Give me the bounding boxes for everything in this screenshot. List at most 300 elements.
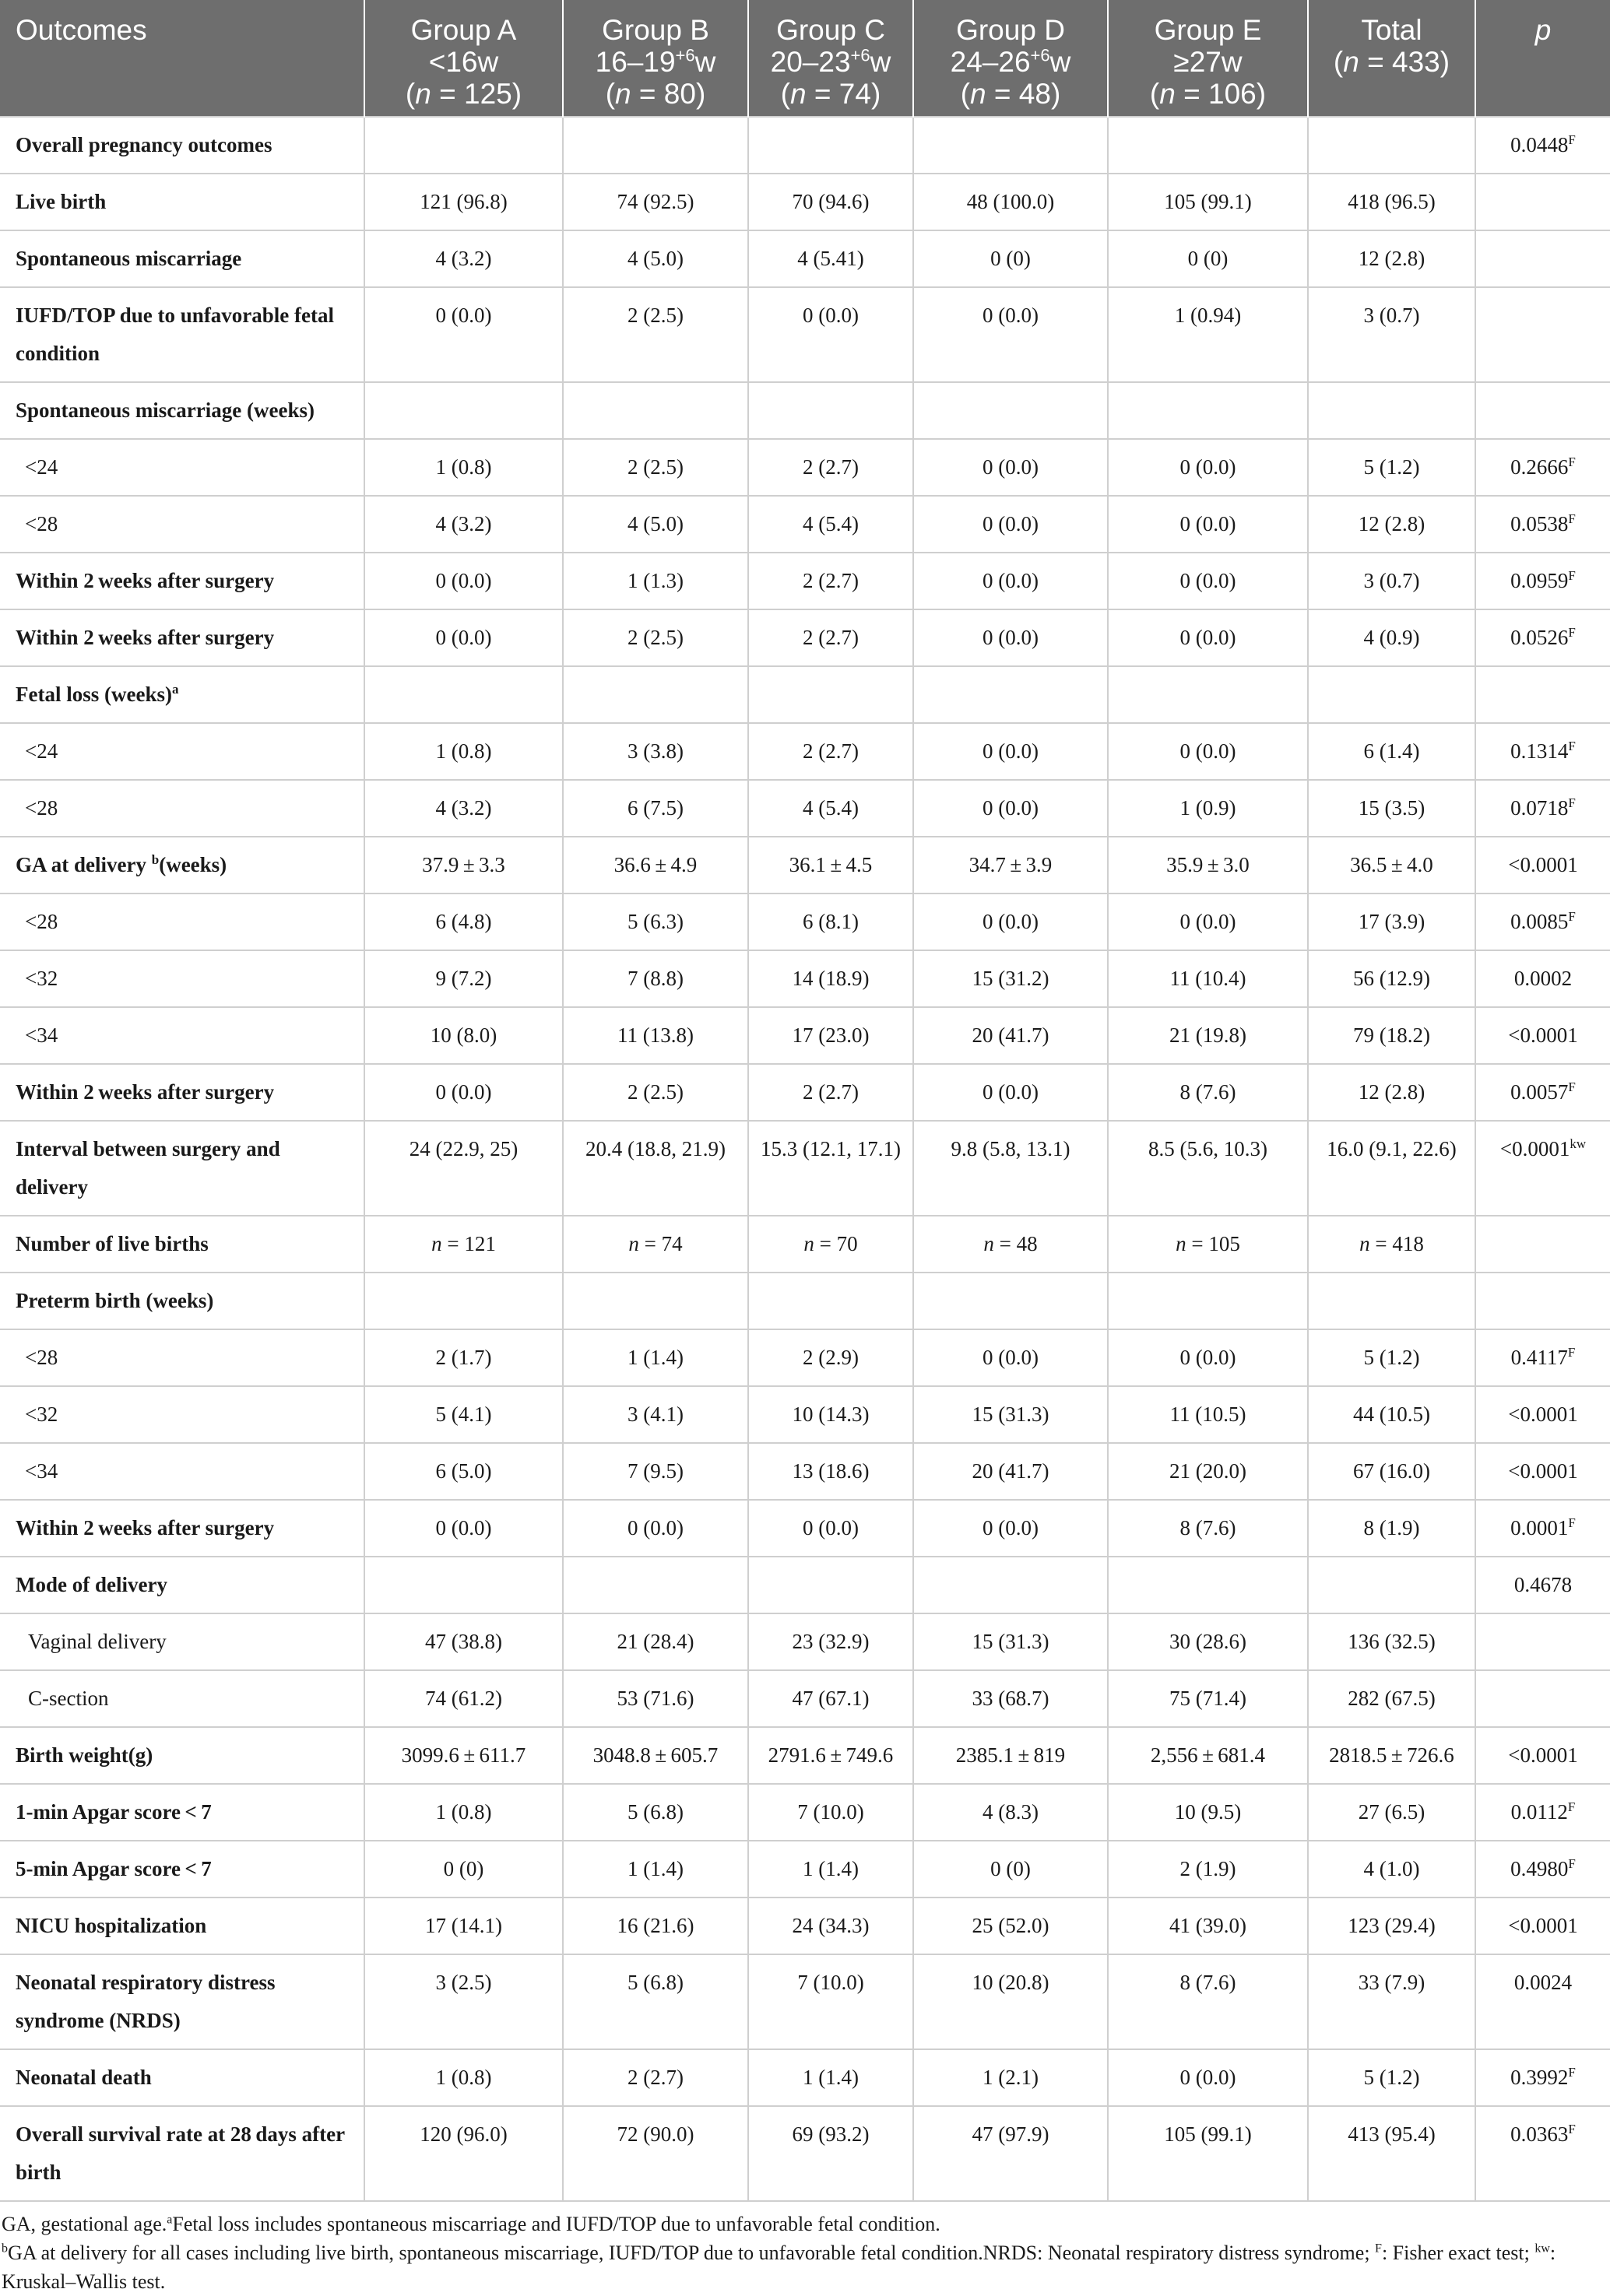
cell-value: 20 (41.7) [913, 1443, 1108, 1500]
cell-value [913, 117, 1108, 174]
p-value: <0.0001 [1475, 1727, 1610, 1784]
table-row [0, 496, 1610, 553]
p-value [1475, 666, 1610, 723]
cell-value [1108, 666, 1308, 723]
table-row [0, 1007, 1610, 1064]
cell-value [364, 1557, 563, 1613]
p-value [1475, 1613, 1610, 1670]
p-value: 0.0002 [1475, 950, 1610, 1007]
cell-value [1108, 382, 1308, 439]
p-value: <0.0001 [1475, 837, 1610, 893]
header-group-b: Group B $16-19^{+6}w$ (n = 80) [563, 0, 748, 117]
row-label: Vaginal delivery [0, 1613, 364, 1670]
cell-value: 16.0 (9.1, 22.6) [1308, 1121, 1475, 1216]
p-value [1475, 1273, 1610, 1329]
cell-value: 0 (0.0) [913, 1064, 1108, 1121]
cell-value: 11 (13.8) [563, 1007, 748, 1064]
row-label: Interval between surgery and delivery [0, 1121, 364, 1216]
cell-value: 3 (0.7) [1308, 553, 1475, 609]
row-label: <28 [0, 893, 364, 950]
cell-value: 2 (2.5) [563, 1064, 748, 1121]
cell-value: 0 (0.0) [1108, 893, 1308, 950]
cell-value [748, 117, 913, 174]
cell-value: 4 (3.2) [364, 496, 563, 553]
table-row [0, 950, 1610, 1007]
p-value: $<0.0001^{kw}$ [1475, 1121, 1610, 1216]
cell-value: 1 (1.4) [748, 1841, 913, 1898]
table-row [0, 609, 1610, 666]
cell-value: 5 (1.2) [1308, 439, 1475, 496]
row-label: Number of live births [0, 1216, 364, 1273]
table-body [0, 117, 1610, 2201]
cell-value: 37.9 ± 3.3 [364, 837, 563, 893]
cell-value: 3 (4.1) [563, 1386, 748, 1443]
cell-value: 0 (0) [913, 230, 1108, 287]
cell-value [563, 117, 748, 174]
row-label: Live birth [0, 174, 364, 230]
cell-value: 0 (0.0) [748, 1500, 913, 1557]
cell-value: 418 (96.5) [1308, 174, 1475, 230]
cell-value: 2791.6 ± 749.6 [748, 1727, 913, 1784]
p-value: <0.0001 [1475, 1443, 1610, 1500]
table-row [0, 1841, 1610, 1898]
cell-value: 2 (2.7) [748, 723, 913, 780]
row-label: 5-min Apgar score < 7 [0, 1841, 364, 1898]
cell-value: 1 (1.4) [748, 2049, 913, 2106]
cell-value: 17 (23.0) [748, 1007, 913, 1064]
table-row [0, 117, 1610, 174]
row-label: Within 2 weeks after surgery [0, 553, 364, 609]
p-value [1475, 382, 1610, 439]
cell-value: 0 (0.0) [563, 1500, 748, 1557]
cell-value: 0 (0.0) [913, 553, 1108, 609]
cell-value [1108, 117, 1308, 174]
header-outcomes: Outcomes [0, 0, 364, 117]
cell-value: 0 (0.0) [364, 1500, 563, 1557]
cell-value: 14 (18.9) [748, 950, 913, 1007]
cell-value: 1 (0.8) [364, 2049, 563, 2106]
cell-value: 4 (3.2) [364, 230, 563, 287]
p-value: $0.0959^F$ [1475, 553, 1610, 609]
cell-value [913, 666, 1108, 723]
cell-value: 20.4 (18.8, 21.9) [563, 1121, 748, 1216]
cell-value [563, 1557, 748, 1613]
cell-value: 0 (0.0) [913, 893, 1108, 950]
p-value: 0.0024 [1475, 1954, 1610, 2049]
cell-value: 3099.6 ± 611.7 [364, 1727, 563, 1784]
cell-value: 36.5 ± 4.0 [1308, 837, 1475, 893]
cell-value: 1 (0.8) [364, 1784, 563, 1841]
cell-value: 13 (18.6) [748, 1443, 913, 1500]
cell-value: 17 (3.9) [1308, 893, 1475, 950]
cell-value: 6 (8.1) [748, 893, 913, 950]
cell-value: 5 (6.8) [563, 1954, 748, 2049]
p-value: $0.0526^F$ [1475, 609, 1610, 666]
cell-value: n = 48 [913, 1216, 1108, 1273]
p-value: $0.0112^F$ [1475, 1784, 1610, 1841]
row-label: Preterm birth (weeks) [0, 1273, 364, 1329]
table-row [0, 893, 1610, 950]
cell-value: 0 (0.0) [1108, 2049, 1308, 2106]
table-row [0, 780, 1610, 837]
cell-value: 15.3 (12.1, 17.1) [748, 1121, 913, 1216]
p-value [1475, 287, 1610, 382]
cell-value: 1 (2.1) [913, 2049, 1108, 2106]
cell-value: 21 (20.0) [1108, 1443, 1308, 1500]
cell-value [748, 1273, 913, 1329]
cell-value: 7 (8.8) [563, 950, 748, 1007]
cell-value: 5 (1.2) [1308, 1329, 1475, 1386]
row-label: Within 2 weeks after surgery [0, 609, 364, 666]
cell-value: 47 (67.1) [748, 1670, 913, 1727]
table-row [0, 1216, 1610, 1273]
cell-value: 44 (10.5) [1308, 1386, 1475, 1443]
cell-value: 24 (22.9, 25) [364, 1121, 563, 1216]
cell-value: 123 (29.4) [1308, 1898, 1475, 1954]
cell-value: 9.8 (5.8, 13.1) [913, 1121, 1108, 1216]
cell-value: 41 (39.0) [1108, 1898, 1308, 1954]
footnote-line-2: $^b$GA at delivery for all cases including live birth, spontaneous miscarriage, IUFD/TOP due to unfavorable fetal condition.NRDS: Neonatal respiratory distress syndrome; $^F$: Fisher exact test; $^{kw}$: Kruskal–Wallis test. [2, 2242, 1556, 2293]
cell-value: 12 (2.8) [1308, 1064, 1475, 1121]
row-label: Neonatal death [0, 2049, 364, 2106]
p-value: $0.2666^F$ [1475, 439, 1610, 496]
row-label: Overall pregnancy outcomes [0, 117, 364, 174]
cell-value: 2 (2.5) [563, 439, 748, 496]
cell-value: 2 (2.5) [563, 287, 748, 382]
cell-value: 21 (19.8) [1108, 1007, 1308, 1064]
cell-value: 12 (2.8) [1308, 496, 1475, 553]
cell-value: 3 (3.8) [563, 723, 748, 780]
cell-value: 30 (28.6) [1108, 1613, 1308, 1670]
table-row [0, 837, 1610, 893]
table-row [0, 1443, 1610, 1500]
row-label: Within 2 weeks after surgery [0, 1064, 364, 1121]
cell-value: n = 74 [563, 1216, 748, 1273]
p-value: $0.0001^F$ [1475, 1500, 1610, 1557]
cell-value: n = 121 [364, 1216, 563, 1273]
cell-value: 0 (0) [1108, 230, 1308, 287]
cell-value: 69 (93.2) [748, 2106, 913, 2201]
cell-value [913, 382, 1108, 439]
cell-value: 21 (28.4) [563, 1613, 748, 1670]
table-row [0, 287, 1610, 382]
cell-value: 75 (71.4) [1108, 1670, 1308, 1727]
cell-value: 121 (96.8) [364, 174, 563, 230]
cell-value: n = 70 [748, 1216, 913, 1273]
table-row [0, 230, 1610, 287]
row-label: Spontaneous miscarriage (weeks) [0, 382, 364, 439]
cell-value: 36.1 ± 4.5 [748, 837, 913, 893]
cell-value: 0 (0) [913, 1841, 1108, 1898]
cell-value: 6 (5.0) [364, 1443, 563, 1500]
row-label: C-section [0, 1670, 364, 1727]
cell-value [748, 382, 913, 439]
table-row [0, 1898, 1610, 1954]
row-label: Within 2 weeks after surgery [0, 1500, 364, 1557]
cell-value: 4 (5.0) [563, 496, 748, 553]
cell-value: 34.7 ± 3.9 [913, 837, 1108, 893]
cell-value: 47 (38.8) [364, 1613, 563, 1670]
cell-value: 36.6 ± 4.9 [563, 837, 748, 893]
cell-value [748, 666, 913, 723]
cell-value: 23 (32.9) [748, 1613, 913, 1670]
cell-value: 0 (0.0) [913, 287, 1108, 382]
cell-value: 136 (32.5) [1308, 1613, 1475, 1670]
p-value [1475, 174, 1610, 230]
cell-value: 74 (61.2) [364, 1670, 563, 1727]
cell-value: 6 (1.4) [1308, 723, 1475, 780]
row-label: NICU hospitalization [0, 1898, 364, 1954]
cell-value: 282 (67.5) [1308, 1670, 1475, 1727]
table-row [0, 382, 1610, 439]
p-value: $0.0448^F$ [1475, 117, 1610, 174]
cell-value: 2 (2.5) [563, 609, 748, 666]
cell-value: 4 (3.2) [364, 780, 563, 837]
cell-value: 2 (2.7) [748, 1064, 913, 1121]
cell-value: 10 (8.0) [364, 1007, 563, 1064]
cell-value: 1 (1.4) [563, 1329, 748, 1386]
cell-value: 7 (10.0) [748, 1784, 913, 1841]
row-label: Spontaneous miscarriage [0, 230, 364, 287]
cell-value: 15 (31.2) [913, 950, 1108, 1007]
cell-value: 0 (0.0) [913, 1329, 1108, 1386]
p-value: <0.0001 [1475, 1386, 1610, 1443]
row-label: <32 [0, 1386, 364, 1443]
p-value: $0.0057^F$ [1475, 1064, 1610, 1121]
p-value: $0.3992^F$ [1475, 2049, 1610, 2106]
row-label: IUFD/TOP due to unfavorable fetal condition [0, 287, 364, 382]
cell-value: 0 (0.0) [913, 780, 1108, 837]
table-row [0, 723, 1610, 780]
cell-value: 2 (1.7) [364, 1329, 563, 1386]
cell-value: 6 (4.8) [364, 893, 563, 950]
cell-value: 0 (0.0) [364, 553, 563, 609]
cell-value: 10 (20.8) [913, 1954, 1108, 2049]
row-label: GA at delivery $^b$(weeks) [0, 837, 364, 893]
cell-value: 12 (2.8) [1308, 230, 1475, 287]
cell-value [1308, 382, 1475, 439]
p-value [1475, 1670, 1610, 1727]
cell-value: n = 105 [1108, 1216, 1308, 1273]
cell-value: 4 (5.4) [748, 496, 913, 553]
p-value: $0.0085^F$ [1475, 893, 1610, 950]
cell-value: 10 (14.3) [748, 1386, 913, 1443]
cell-value: 33 (7.9) [1308, 1954, 1475, 2049]
cell-value: 24 (34.3) [748, 1898, 913, 1954]
table-row [0, 1273, 1610, 1329]
table-row [0, 1329, 1610, 1386]
cell-value: 16 (21.6) [563, 1898, 748, 1954]
cell-value [364, 1273, 563, 1329]
table-row [0, 1386, 1610, 1443]
cell-value: 413 (95.4) [1308, 2106, 1475, 2201]
cell-value [364, 382, 563, 439]
cell-value: 10 (9.5) [1108, 1784, 1308, 1841]
cell-value: 0 (0.0) [1108, 553, 1308, 609]
table-row [0, 666, 1610, 723]
p-value [1475, 230, 1610, 287]
row-label: <24 [0, 439, 364, 496]
cell-value: 3048.8 ± 605.7 [563, 1727, 748, 1784]
cell-value: 4 (0.9) [1308, 609, 1475, 666]
cell-value: 0 (0.0) [1108, 439, 1308, 496]
cell-value [1108, 1557, 1308, 1613]
p-value: 0.4678 [1475, 1557, 1610, 1613]
cell-value: 15 (31.3) [913, 1386, 1108, 1443]
cell-value: 74 (92.5) [563, 174, 748, 230]
cell-value: 8 (7.6) [1108, 1954, 1308, 2049]
p-value: $0.4117^F$ [1475, 1329, 1610, 1386]
cell-value [748, 1557, 913, 1613]
cell-value: 2 (2.7) [748, 439, 913, 496]
cell-value: 2 (2.7) [748, 609, 913, 666]
cell-value: 4 (5.4) [748, 780, 913, 837]
row-label: 1-min Apgar score < 7 [0, 1784, 364, 1841]
header-group-d: Group D $24-26^{+6}w$ (n = 48) [913, 0, 1108, 117]
table-row [0, 1670, 1610, 1727]
p-value: $0.1314^F$ [1475, 723, 1610, 780]
row-label: <28 [0, 1329, 364, 1386]
cell-value: 2 (2.7) [563, 2049, 748, 2106]
cell-value: 11 (10.5) [1108, 1386, 1308, 1443]
cell-value: 2 (2.7) [748, 553, 913, 609]
table-row [0, 1557, 1610, 1613]
cell-value [563, 666, 748, 723]
cell-value: 2385.1 ± 819 [913, 1727, 1108, 1784]
cell-value: 33 (68.7) [913, 1670, 1108, 1727]
header-group-a: Group A <16w (n = 125) [364, 0, 563, 117]
cell-value: 11 (10.4) [1108, 950, 1308, 1007]
cell-value: 0 (0.0) [913, 496, 1108, 553]
cell-value: 1 (1.3) [563, 553, 748, 609]
row-label: Overall survival rate at 28 days after birth [0, 2106, 364, 2201]
table-row [0, 1784, 1610, 1841]
cell-value: 53 (71.6) [563, 1670, 748, 1727]
cell-value: 3 (2.5) [364, 1954, 563, 2049]
header-row [0, 0, 1610, 117]
cell-value [563, 1273, 748, 1329]
p-value [1475, 1216, 1610, 1273]
table-row [0, 553, 1610, 609]
row-label: Neonatal respiratory distress syndrome (NRDS) [0, 1954, 364, 2049]
cell-value: 0 (0.0) [1108, 1329, 1308, 1386]
table-row [0, 439, 1610, 496]
table-row [0, 1613, 1610, 1670]
cell-value: 1 (1.4) [563, 1841, 748, 1898]
cell-value: 2,556 ± 681.4 [1108, 1727, 1308, 1784]
table-row [0, 1500, 1610, 1557]
cell-value: 47 (97.9) [913, 2106, 1108, 2201]
cell-value: 0 (0.0) [364, 1064, 563, 1121]
cell-value: 48 (100.0) [913, 174, 1108, 230]
cell-value: 2 (1.9) [1108, 1841, 1308, 1898]
row-label: <32 [0, 950, 364, 1007]
cell-value: 105 (99.1) [1108, 2106, 1308, 2201]
table-footnotes [0, 2202, 1610, 2296]
cell-value [1308, 666, 1475, 723]
cell-value [1308, 1557, 1475, 1613]
cell-value: 0 (0.0) [1108, 609, 1308, 666]
cell-value: n = 418 [1308, 1216, 1475, 1273]
cell-value: 8 (7.6) [1108, 1064, 1308, 1121]
row-label: Birth weight(g) [0, 1727, 364, 1784]
cell-value: 0 (0) [364, 1841, 563, 1898]
cell-value: 8 (1.9) [1308, 1500, 1475, 1557]
cell-value: 1 (0.9) [1108, 780, 1308, 837]
cell-value: 4 (5.0) [563, 230, 748, 287]
cell-value: 20 (41.7) [913, 1007, 1108, 1064]
cell-value [364, 666, 563, 723]
cell-value [563, 382, 748, 439]
footnote-line-1: GA, gestational age.$^a$Fetal loss includes spontaneous miscarriage and IUFD/TOP due to unfavorable fetal condition. [2, 2213, 940, 2235]
table-row [0, 2049, 1610, 2106]
table-row [0, 2106, 1610, 2201]
cell-value: 0 (0.0) [364, 287, 563, 382]
row-label: Fetal loss (weeks)$^a$ [0, 666, 364, 723]
cell-value: 1 (0.8) [364, 723, 563, 780]
cell-value: 0 (0.0) [1108, 496, 1308, 553]
cell-value: 4 (8.3) [913, 1784, 1108, 1841]
cell-value: 0 (0.0) [913, 609, 1108, 666]
table-row [0, 1064, 1610, 1121]
cell-value: 5 (6.3) [563, 893, 748, 950]
cell-value: 9 (7.2) [364, 950, 563, 1007]
cell-value: 35.9 ± 3.0 [1108, 837, 1308, 893]
cell-value: 4 (1.0) [1308, 1841, 1475, 1898]
cell-value: 1 (0.8) [364, 439, 563, 496]
cell-value: 105 (99.1) [1108, 174, 1308, 230]
header-p-value: p [1475, 0, 1610, 117]
row-label: <34 [0, 1443, 364, 1500]
cell-value: 25 (52.0) [913, 1898, 1108, 1954]
header-total: Total (n = 433) [1308, 0, 1475, 117]
cell-value: 5 (4.1) [364, 1386, 563, 1443]
cell-value: 0 (0.0) [748, 287, 913, 382]
cell-value: 2818.5 ± 726.6 [1308, 1727, 1475, 1784]
cell-value: 5 (1.2) [1308, 2049, 1475, 2106]
cell-value: 17 (14.1) [364, 1898, 563, 1954]
cell-value [364, 117, 563, 174]
cell-value [913, 1557, 1108, 1613]
row-label: <24 [0, 723, 364, 780]
header-group-c: Group C $20-23^{+6}w$ (n = 74) [748, 0, 913, 117]
cell-value [1108, 1273, 1308, 1329]
cell-value: 0 (0.0) [913, 1500, 1108, 1557]
cell-value: 15 (31.3) [913, 1613, 1108, 1670]
cell-value: 56 (12.9) [1308, 950, 1475, 1007]
cell-value: 0 (0.0) [913, 723, 1108, 780]
cell-value: 8.5 (5.6, 10.3) [1108, 1121, 1308, 1216]
cell-value [913, 1273, 1108, 1329]
cell-value: 67 (16.0) [1308, 1443, 1475, 1500]
cell-value: 4 (5.41) [748, 230, 913, 287]
row-label: <28 [0, 496, 364, 553]
cell-value: 15 (3.5) [1308, 780, 1475, 837]
cell-value: 2 (2.9) [748, 1329, 913, 1386]
cell-value: 6 (7.5) [563, 780, 748, 837]
header-group-e: Group E ≥27w (n = 106) [1108, 0, 1308, 117]
cell-value: 79 (18.2) [1308, 1007, 1475, 1064]
cell-value: 72 (90.0) [563, 2106, 748, 2201]
cell-value: 5 (6.8) [563, 1784, 748, 1841]
p-value: $0.0538^F$ [1475, 496, 1610, 553]
cell-value [1308, 117, 1475, 174]
cell-value: 7 (9.5) [563, 1443, 748, 1500]
p-value: $0.0363^F$ [1475, 2106, 1610, 2201]
table-row [0, 1954, 1610, 2049]
cell-value: 8 (7.6) [1108, 1500, 1308, 1557]
cell-value: 0 (0.0) [364, 609, 563, 666]
